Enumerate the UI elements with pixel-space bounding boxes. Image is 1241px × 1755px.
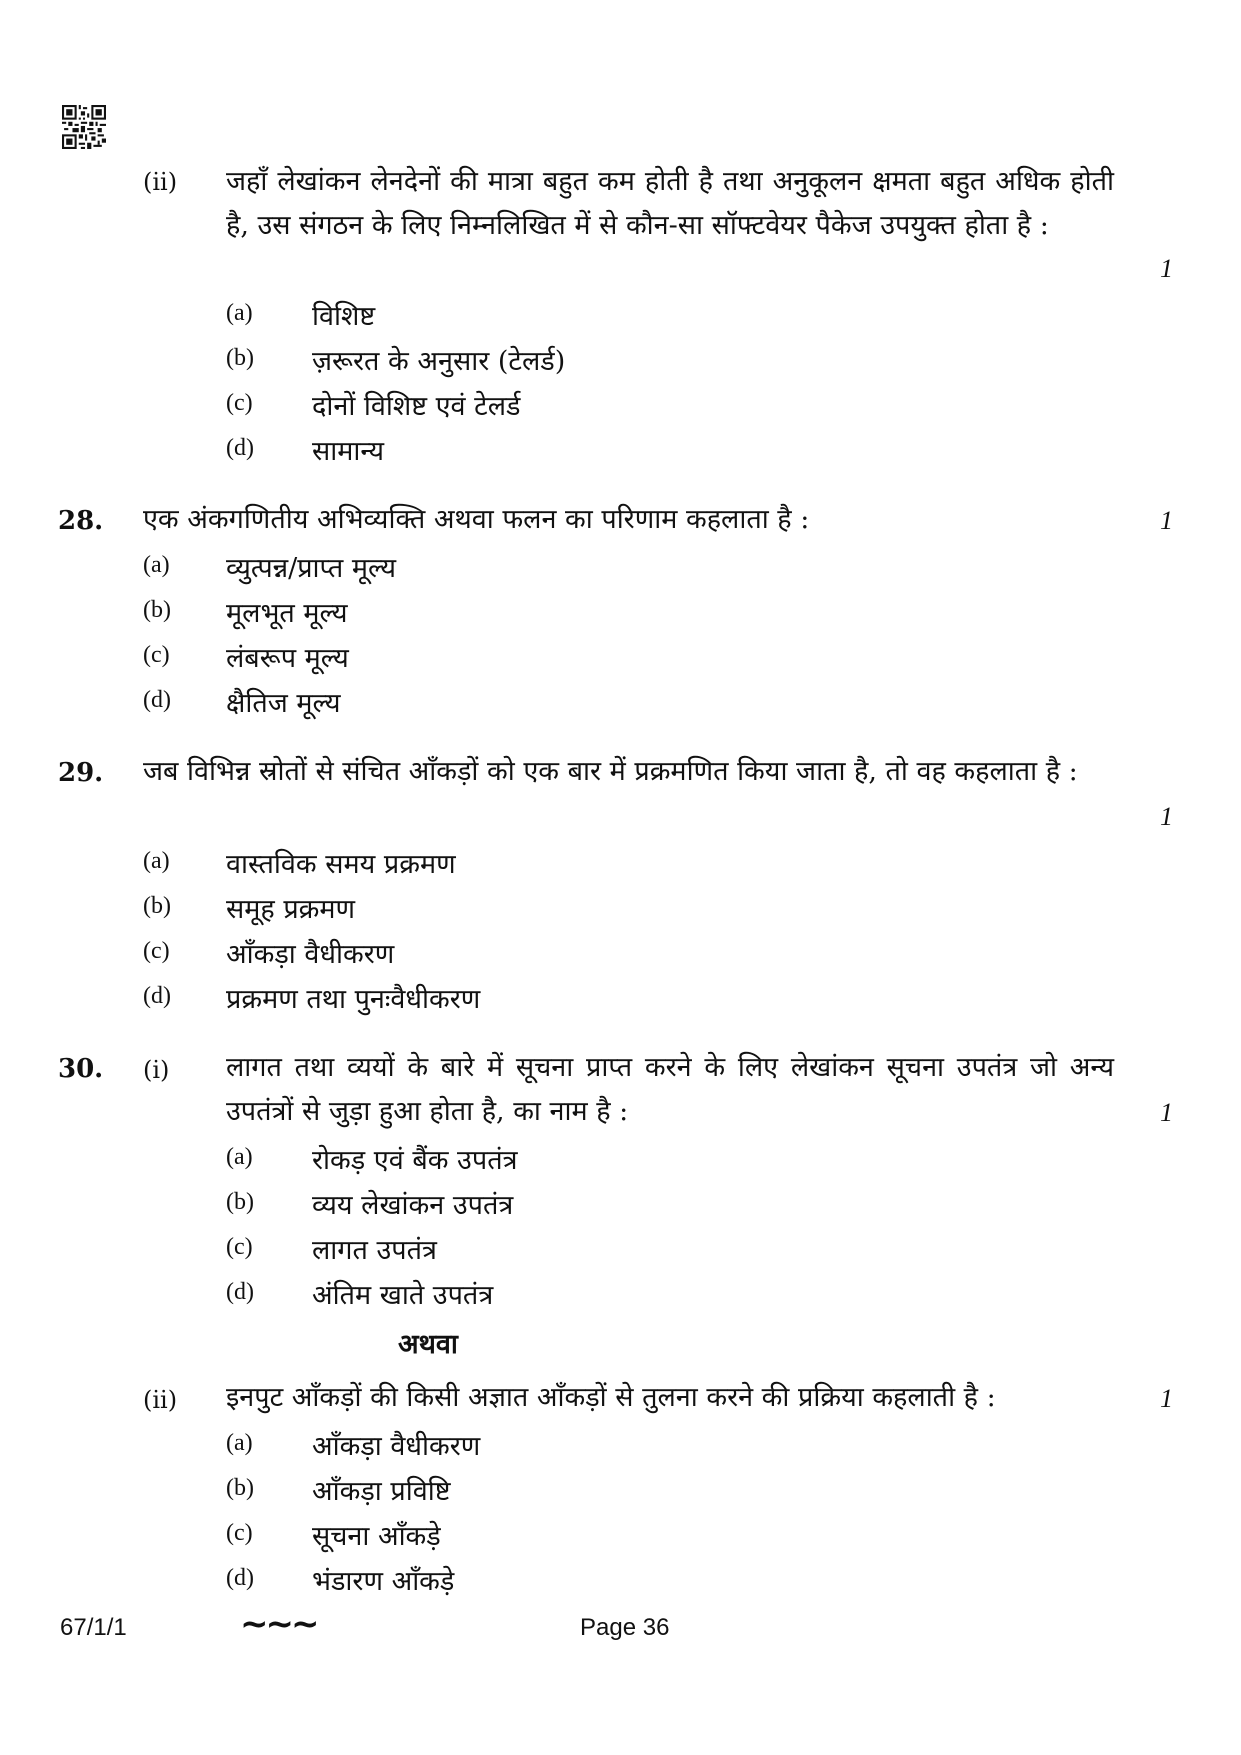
question-stem: लागत तथा व्ययों के बारे में सूचना प्राप्त करने के लिए लेखांकन सूचना उपतंत्र जो अन्य उपतंत्रों से जुड़ा हुआ होता है, का नाम है : bbox=[226, 1052, 1114, 1127]
option-text: क्षैतिज मूल्य bbox=[226, 688, 341, 719]
marks: 1 bbox=[1160, 1384, 1173, 1413]
question-number: 30. bbox=[58, 1054, 104, 1084]
option-label: (d) bbox=[226, 1279, 254, 1305]
question-stem: इनपुट आँकड़ों की किसी अज्ञात आँकड़ों से तुलना करने की प्रक्रिया कहलाती है : bbox=[226, 1382, 996, 1413]
option-text: विशिष्ट bbox=[312, 301, 376, 332]
marks: 1 bbox=[1160, 802, 1173, 831]
option-text: रोकड़ एवं बैंक उपतंत्र bbox=[312, 1145, 518, 1176]
option-text: वास्तविक समय प्रक्रमण bbox=[226, 849, 456, 880]
option-text: आँकड़ा वैधीकरण bbox=[226, 939, 395, 970]
question-number: 28. bbox=[58, 506, 104, 536]
option-text: अंतिम खाते उपतंत्र bbox=[312, 1280, 494, 1311]
option-label: (b) bbox=[143, 893, 171, 919]
option-text: लागत उपतंत्र bbox=[312, 1235, 437, 1266]
option-label: (c) bbox=[143, 642, 170, 668]
option-label: (a) bbox=[226, 1430, 253, 1456]
question-stem: एक अंकगणितीय अभिव्यक्ति अथवा फलन का परिणाम कहलाता है : bbox=[143, 504, 810, 535]
option-text: प्रक्रमण तथा पुनःवैधीकरण bbox=[226, 984, 481, 1015]
option-label: (c) bbox=[226, 1234, 253, 1260]
option-label: (c) bbox=[226, 1520, 253, 1546]
sub-question-label: (ii) bbox=[143, 168, 178, 196]
option-label: (b) bbox=[143, 597, 171, 623]
option-text: मूलभूत मूल्य bbox=[226, 598, 348, 629]
paper-code: 67/1/1 bbox=[60, 1614, 127, 1641]
option-text: भंडारण आँकड़े bbox=[312, 1566, 455, 1597]
question-number: 29. bbox=[58, 758, 104, 788]
page-number: Page 36 bbox=[580, 1614, 670, 1641]
option-text: समूह प्रक्रमण bbox=[226, 894, 356, 925]
footer-ornament: ~~~ bbox=[240, 1604, 317, 1644]
option-text: आँकड़ा वैधीकरण bbox=[312, 1431, 481, 1462]
question-stem: जब विभिन्न स्रोतों से संचित आँकड़ों को एक बार में प्रक्रमणित किया जाता है, तो वह कहलाता है : bbox=[143, 756, 1078, 787]
marks: 1 bbox=[1160, 506, 1173, 535]
option-label: (a) bbox=[143, 848, 170, 874]
sub-question-label: (ii) bbox=[143, 1386, 178, 1414]
marks: 1 bbox=[1160, 254, 1173, 283]
option-label: (a) bbox=[226, 300, 253, 326]
option-text: ज़रूरत के अनुसार (टेलर्ड) bbox=[312, 346, 566, 377]
option-label: (b) bbox=[226, 1189, 254, 1215]
option-text: व्यय लेखांकन उपतंत्र bbox=[312, 1190, 514, 1221]
option-text: लंबरूप मूल्य bbox=[226, 643, 349, 674]
option-label: (d) bbox=[143, 983, 171, 1009]
option-label: (a) bbox=[143, 552, 170, 578]
option-label: (d) bbox=[226, 435, 254, 461]
option-label: (a) bbox=[226, 1144, 253, 1170]
sub-question-label: (i) bbox=[143, 1056, 170, 1084]
option-text: आँकड़ा प्रविष्टि bbox=[312, 1476, 451, 1507]
option-label: (d) bbox=[143, 687, 171, 713]
option-text: व्युत्पन्न/प्राप्त मूल्य bbox=[226, 553, 396, 584]
or-divider: अथवा bbox=[398, 1329, 458, 1360]
option-text: सूचना आँकड़े bbox=[312, 1521, 441, 1552]
option-label: (b) bbox=[226, 345, 254, 371]
option-label: (c) bbox=[226, 390, 253, 416]
option-text: दोनों विशिष्ट एवं टेलर्ड bbox=[312, 391, 521, 422]
option-label: (d) bbox=[226, 1565, 254, 1591]
marks: 1 bbox=[1160, 1098, 1173, 1127]
question-stem: जहाँ लेखांकन लेनदेनों की मात्रा बहुत कम होती है तथा अनुकूलन क्षमता बहुत अधिक होती है, उस संगठन के लिए निम्नलिखित में से कौन-सा सॉफ्टवेयर पैकेज उपयुक्त होता है : bbox=[226, 166, 1114, 241]
option-label: (b) bbox=[226, 1475, 254, 1501]
option-text: सामान्य bbox=[312, 436, 385, 467]
qr-code bbox=[62, 105, 106, 149]
option-label: (c) bbox=[143, 938, 170, 964]
